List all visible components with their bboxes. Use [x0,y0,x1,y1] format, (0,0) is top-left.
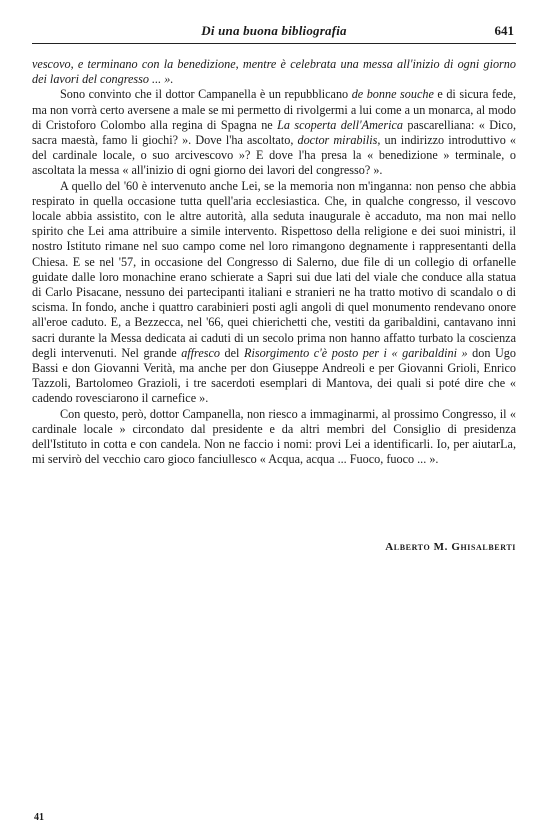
paragraph [32,57,516,87]
text-run: , un indirizzo introduttivo « del cardinale locale, o suo arcivescovo »? E dove l'ha presa la « benedizione » terminale, o ascoltata la messa « all'inizio di ogni giorno dei lavori del congresso? ». [32,133,516,178]
italic-text: vescovo, e terminano con la benedizione, mentre è celebrata una messa all'inizio di ogni giorno dei lavori del congresso ... ». [32,57,516,87]
text-run: del [220,345,244,360]
italic-text: de bonne souche [351,87,434,102]
italic-text: doctor mirabilis [297,133,378,148]
text-run: pascarelliana: « Dico, sacra maestà, famo li giochi? ». Dove l'ha ascoltato, [32,117,516,148]
paragraph [32,179,516,407]
italic-text: La scoperta dell'America [277,117,403,132]
article-body [32,57,516,467]
paragraph [32,407,516,468]
text-run: e di sicura fede, ma non vorrà certo aversene a male se mi permetto di rivolgermi a lui come a un monarca, al modo di Cristoforo Colombo alla regina di Spagna ne [32,87,516,132]
text-run: Sono convinto che il dottor Campanella è un repubblicano [60,87,352,102]
running-header [32,19,516,44]
italic-text: Risorgimento c'è posto per i « garibaldini » [244,345,468,360]
italic-text: affresco [181,345,220,360]
author-signature: Alberto M. Ghisalberti [385,541,516,553]
signature-mark: 41 [34,812,44,823]
text-run: A quello del '60 è intervenuto anche Lei, se la memoria non m'inganna: non penso che abbia respirato in quella occasione tutta quell'aria ecclesiastica. Che, in qualche congresso, il vescovo locale abbia assistito, con le altre autorità, alla seduta inaugurale è accaduto, ma non mai nello spirito che Lei ama attribuire a simile intervento. Rispettoso della religione e dei suoi ministri, il nostro Istituto rimane nel suo campo come nel loro rimangono degnamente i rappresentanti della Chiesa. E se nel '57, in occasione del Congresso di Salerno, due file di un collegio di orfanelle guidate dalle loro monachine erano schierate a Sapri sui due lati del viale che conduce alla statua di Carlo Pisacane, nessuno dei partecipanti italiani e stranieri ne ha tratto motivo di scandalo o di scisma. In fondo, anche i quattro carabinieri posti agli angoli di quel monumento rendevano onore all'eroe caduto. E, a Bezzecca, nel '66, quei chierichetti che, vestiti da garibaldini, cantavano inni sacri durante la Messa dedicata ai caduti di un secolo prima non hanno affatto turbato la coscienza degli intervenuti. Nel grande [32,178,516,360]
running-title: Di una buona bibliografia [201,23,347,38]
page-number: 641 [494,23,514,38]
text-run: Con questo, però, dottor Campanella, non riesco a immaginarmi, al prossimo Congresso, il « cardinale locale » circondato dal presidente e da altri membri del Consiglio di presidenza dell'Istituto in cotta e con candela. Non ne faccio i nomi: provi Lei a identificarli. Io, per aiutarLa, mi servirò del vecchio caro gioco fanciullesco « Acqua, acqua ... Fuoco, fuoco ... ». [32,406,516,467]
text-run: don Ugo Bassi e don Giovanni Verità, ma anche per don Giuseppe Andreoli e per Giovanni Grioli, Enrico Tazzoli, Bartolomeo Grazioli, i tre sacerdoti esemplari di Mantova, dei quali si poté dire che « cadendo rovesciarono il carnefice ». [32,345,516,406]
paragraph [32,87,516,178]
